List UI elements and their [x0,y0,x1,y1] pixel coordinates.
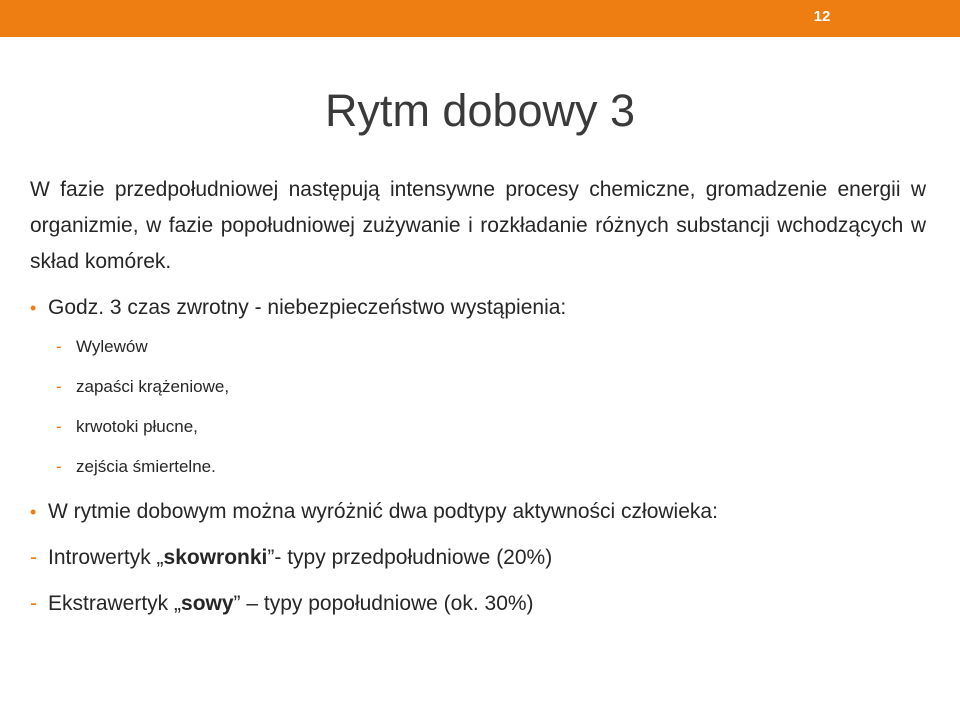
dash-icon: - [56,457,62,476]
bullet-item [30,498,926,526]
slide-title: Rytm dobowy 3 [324,85,636,136]
dash-text-before: Introwertyk „ [48,546,164,569]
dash-text-after: ”- typy przedpołudniowe (20%) [267,546,553,569]
bullet-text: W rytmie dobowym można wyróżnić dwa podtypy aktywności człowieka: [48,500,718,523]
bullet-icon: • [30,298,37,318]
sub-list-item [30,456,926,478]
dash-text-bold: sowy [181,592,234,615]
sub-list-item [30,416,926,438]
sub-list-text: Wylewów [76,337,148,356]
dash-text-bold: skowronki [163,546,268,569]
sub-list-text: zejścia śmiertelne. [76,457,216,476]
dash-item-sowy [30,590,926,618]
dash-text-before: Ekstrawertyk „ [48,592,182,615]
dash-icon: - [30,592,37,615]
dash-item-skowronki [30,544,926,572]
slide-number: 12 [813,8,831,25]
dash-icon: - [56,417,62,436]
bullet-text: Godz. 3 czas zwrotny - niebezpieczeństwo wystąpienia: [48,296,567,319]
bullet-item [30,294,926,322]
dash-icon: - [56,337,62,356]
sub-list-text: krwotoki płucne, [76,417,198,436]
sub-list-item [30,376,926,398]
dash-icon: - [30,546,37,569]
slide-content [30,172,926,618]
dash-text-after: ” – typy popołudniowe (ok. 30%) [233,592,534,615]
sub-list-text: zapaści krążeniowe, [76,377,230,396]
sub-list-item [30,336,926,358]
dash-icon: - [56,377,62,396]
intro-paragraph: W fazie przedpołudniowej następują intensywne procesy chemiczne, gromadzenie energii w organizmie, w fazie popołudniowej zużywanie i rozkładanie różnych substancji wchodzących w skład komórek. [30,178,926,273]
bullet-icon: • [30,502,37,522]
